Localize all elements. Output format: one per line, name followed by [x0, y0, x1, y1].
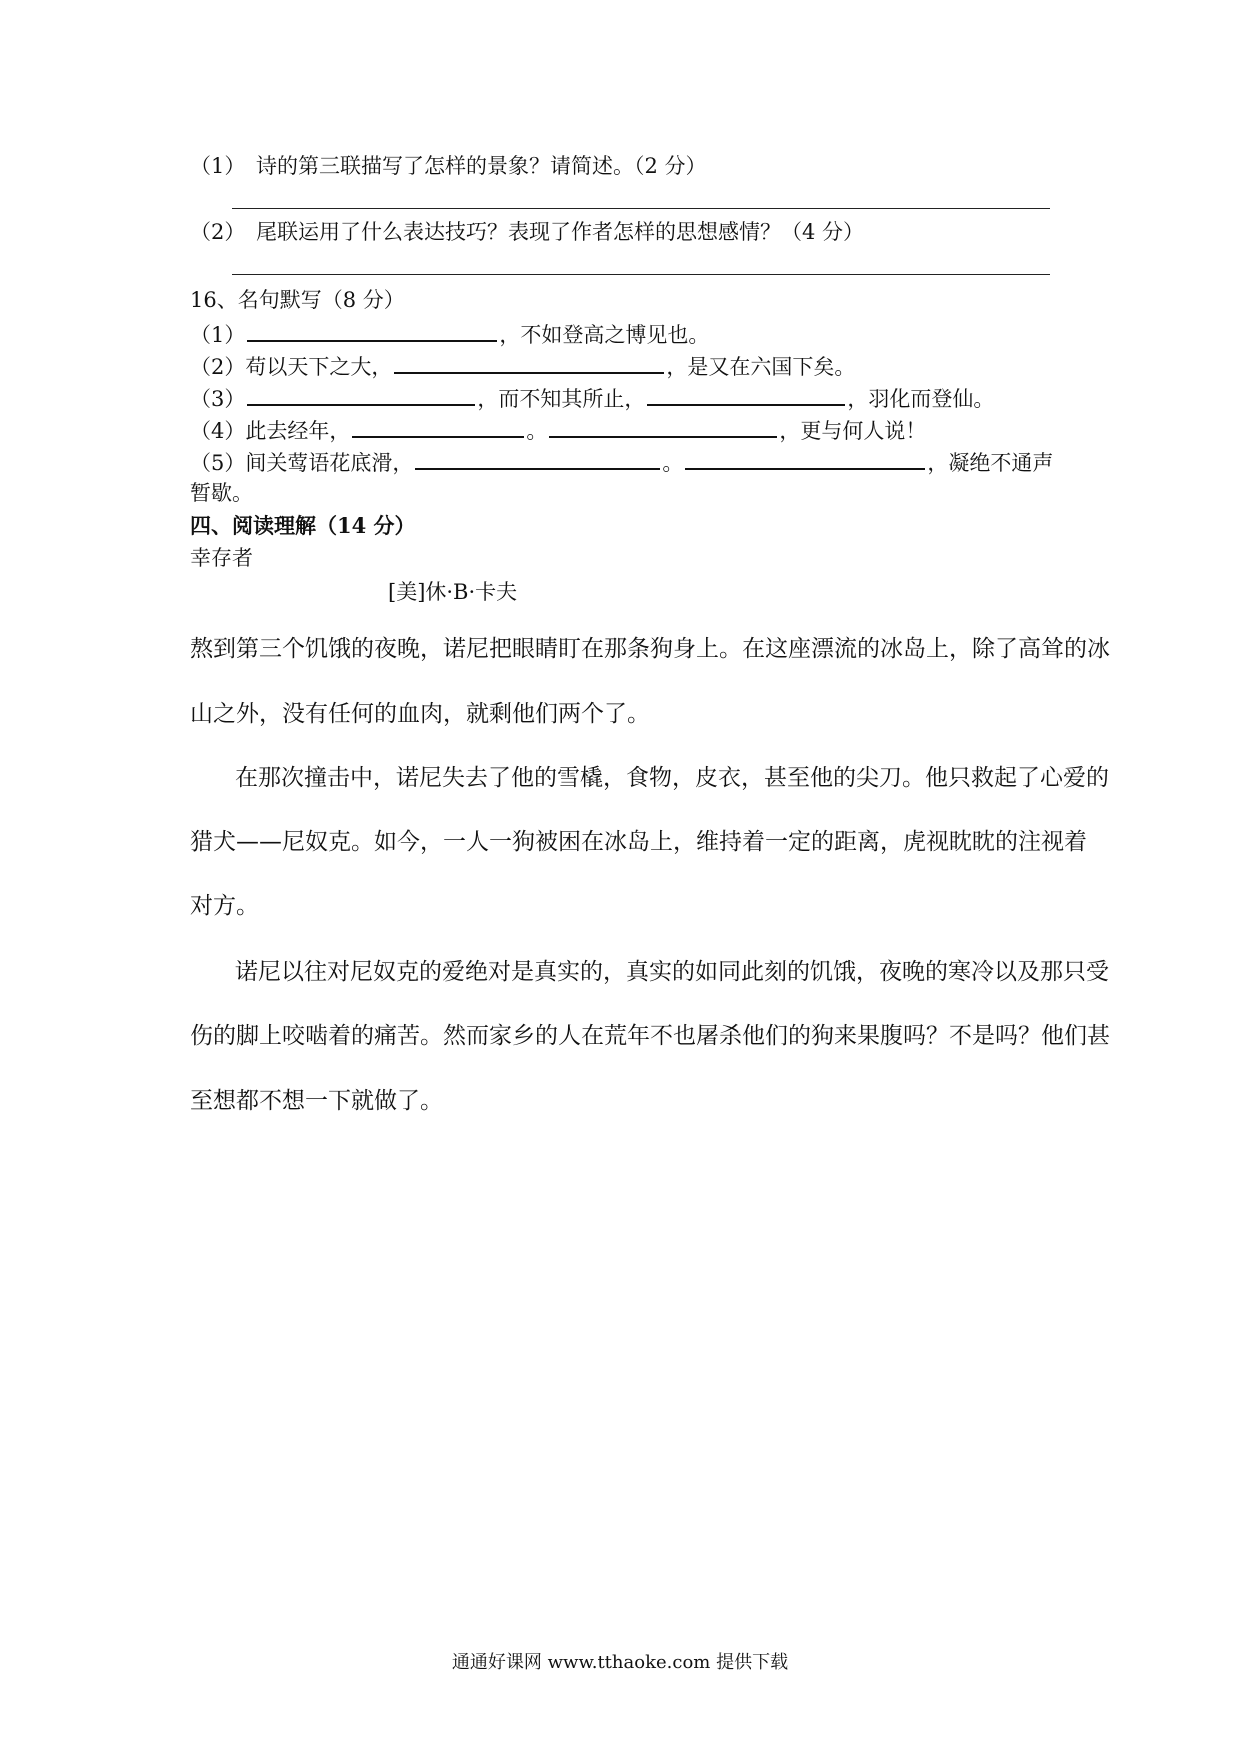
- item-5-text-a: 间关莺语花底滑，: [245, 451, 414, 475]
- question-2-number: （2）: [190, 220, 246, 244]
- item-2-text-b: ，是又在六国下矣。: [666, 355, 856, 379]
- fill-blank[interactable]: [247, 318, 497, 342]
- story-line: 至想都不想一下就做了。: [190, 1088, 443, 1114]
- recitation-title: 16、名句默写（8 分）: [190, 288, 405, 312]
- fill-blank[interactable]: [247, 382, 475, 406]
- item-4-text-a: 此去经年，: [245, 419, 351, 443]
- item-3-text-a: ，而不知其所止，: [477, 387, 646, 411]
- item-4-text-c: ，更与何人说！: [779, 419, 927, 443]
- item-3-text-b: ，羽化而登仙。: [847, 387, 995, 411]
- recitation-item-5-cont: 暂歇。: [190, 481, 253, 505]
- fill-blank[interactable]: [394, 350, 664, 374]
- fill-blank[interactable]: [647, 382, 845, 406]
- item-5-text-b: 。: [662, 451, 684, 475]
- recitation-item-3: [190, 382, 994, 413]
- item-4-number: （4）: [190, 419, 246, 443]
- recitation-item-1: [190, 318, 709, 349]
- story-line: 在那次撞击中，诺尼失去了他的雪橇，食物，皮衣，甚至他的尖刀。他只救起了心爱的: [235, 765, 1109, 791]
- story-line: 伤的脚上咬啮着的痛苦。然而家乡的人在荒年不也屠杀他们的狗来果腹吗？不是吗？他们甚: [190, 1023, 1110, 1049]
- item-1-text: ，不如登高之博见也。: [499, 323, 710, 347]
- recitation-item-2: [190, 350, 855, 381]
- item-1-number: （1）: [190, 323, 246, 347]
- item-2-text-a: 苟以天下之大，: [245, 355, 393, 379]
- question-2-text: 尾联运用了什么表达技巧？表现了作者怎样的思想感情？（4 分）: [256, 220, 865, 244]
- story-line: 熬到第三个饥饿的夜晚，诺尼把眼睛盯在那条狗身上。在这座漂流的冰岛上，除了高耸的冰: [190, 636, 1110, 662]
- question-1: [190, 152, 707, 180]
- item-2-number: （2）: [190, 355, 246, 379]
- recitation-item-5: [190, 446, 1053, 477]
- section-heading: 四、阅读理解（14 分）: [190, 513, 416, 538]
- item-5-number: （5）: [190, 451, 246, 475]
- fill-blank[interactable]: [352, 414, 524, 438]
- story-title: 幸存者: [190, 546, 253, 570]
- story-line: 对方。: [190, 893, 259, 919]
- answer-line-2: [232, 274, 1050, 275]
- page-footer: 通通好课网 www.tthaoke.com 提供下载: [451, 1652, 789, 1673]
- question-2: [190, 218, 864, 246]
- fill-blank[interactable]: [415, 446, 660, 470]
- question-1-text: 诗的第三联描写了怎样的景象？请简述。（2 分）: [256, 154, 707, 178]
- item-5-text-c: ，凝绝不通声: [927, 451, 1054, 475]
- story-line: 猎犬——尼奴克。如今，一人一狗被困在冰岛上，维持着一定的距离，虎视眈眈的注视着: [190, 829, 1087, 855]
- story-line: 诺尼以往对尼奴克的爱绝对是真实的，真实的如同此刻的饥饿，夜晚的寒冷以及那只受: [235, 959, 1109, 985]
- question-1-number: （1）: [190, 154, 246, 178]
- answer-line-1: [232, 208, 1050, 209]
- story-line: 山之外，没有任何的血肉，就剩他们两个了。: [190, 701, 650, 727]
- fill-blank[interactable]: [549, 414, 777, 438]
- story-author: [美]休·B·卡夫: [388, 580, 518, 604]
- fill-blank[interactable]: [685, 446, 925, 470]
- recitation-item-4: [190, 414, 926, 445]
- item-4-text-b: 。: [526, 419, 548, 443]
- item-3-number: （3）: [190, 387, 246, 411]
